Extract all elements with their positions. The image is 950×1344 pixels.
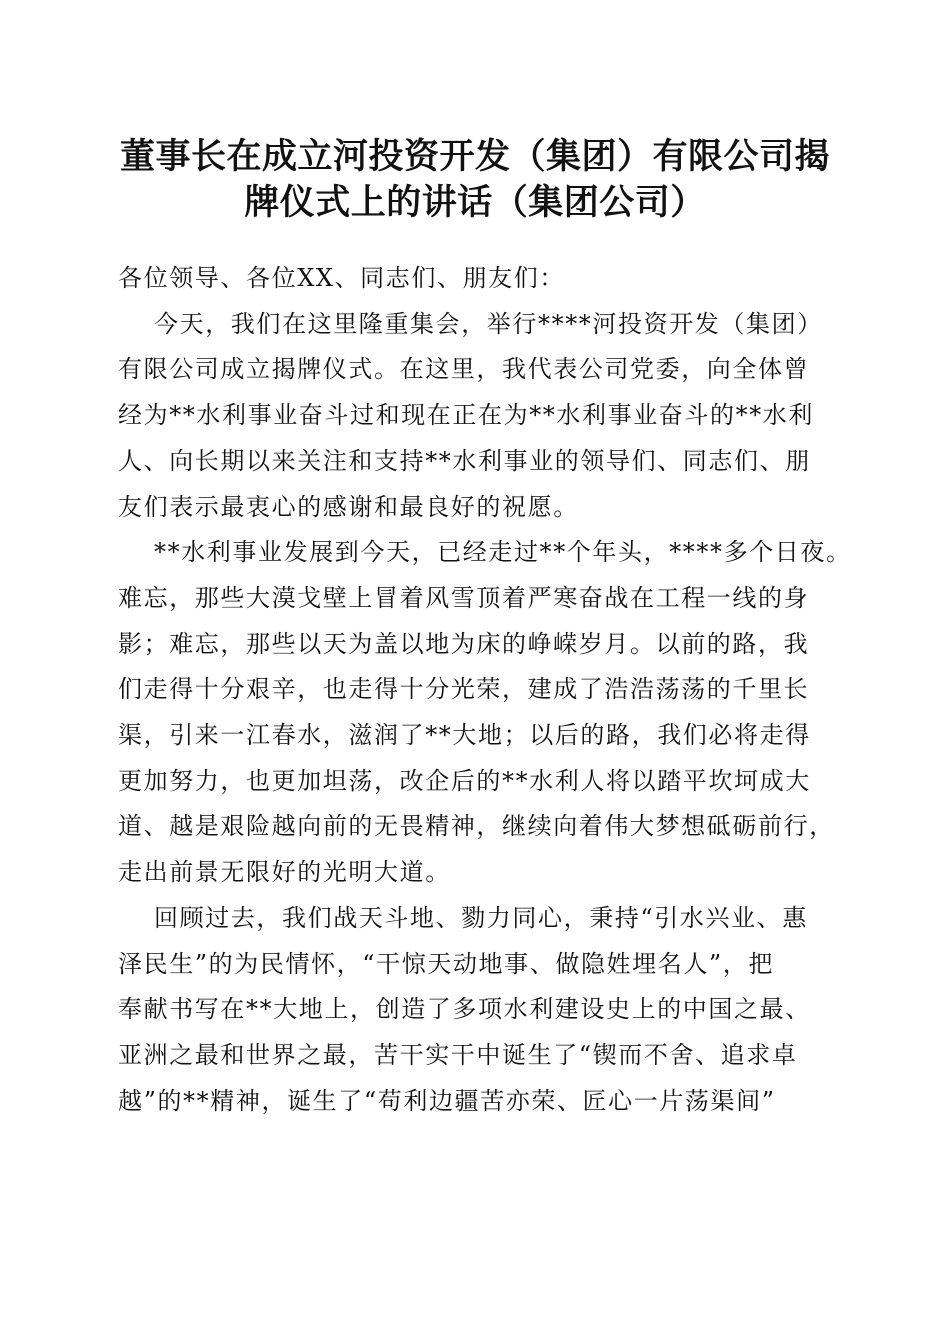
paragraph-line: 泽民生”的为民情怀，“干惊天动地事、做隐姓埋名人”，把 (118, 949, 775, 978)
paragraph-line: 有限公司成立揭牌仪式。在这里，我代表公司党委，向全体曾 (118, 355, 810, 384)
paragraph-line: 友们表示最衷心的感谢和最良好的祝愿。 (118, 492, 579, 521)
paragraph-1 (118, 302, 858, 531)
paragraph-line: 越”的**精神，诞生了“苟利边疆苦亦荣、匠心一片荡渠间” (118, 1086, 776, 1115)
paragraph-line: 更加努力，也更加坦荡，改企后的**水利人将以踏平坎坷成大 (118, 766, 811, 795)
title-line-1: 董事长在成立河投资开发（集团）有限公司揭 (119, 136, 830, 177)
paragraph-line: 影；难忘，那些以天为盖以地为床的峥嵘岁月。以前的路，我 (118, 629, 810, 658)
paragraph-line: **水利事业发展到今天，已经走过**个年头，****多个日夜。 (154, 538, 852, 567)
paragraph-3 (118, 896, 858, 1125)
paragraph-line: 亚洲之最和世界之最，苦干实干中诞生了“锲而不舍、追求卓 (118, 1040, 798, 1069)
paragraph-line: 道、越是艰险越向前的无畏精神，继续向着伟大梦想砥砺前行， (118, 812, 835, 841)
document-title (100, 134, 850, 226)
paragraph-line: 人、向长期以来关注和支持**水利事业的领导们、同志们、朋 (118, 446, 811, 475)
paragraph-line: 难忘，那些大漠戈壁上冒着风雪顶着严寒奋战在工程一线的身 (118, 583, 810, 612)
salutation (118, 256, 858, 302)
salutation-line: 各位领导、各位XX、同志们、朋友们： (118, 264, 565, 292)
paragraph-2 (118, 530, 858, 896)
document-body (118, 256, 858, 1124)
paragraph-line: 渠，引来一江春水，滋润了**大地；以后的路，我们必将走得 (118, 721, 811, 750)
paragraph-line: 回顾过去，我们战天斗地、勠力同心，秉持“引水兴业、惠 (154, 903, 808, 932)
paragraph-line: 奉献书写在**大地上，创造了多项水利建设史上的中国之最、 (118, 995, 811, 1024)
paragraph-line: 们走得十分艰辛，也走得十分光荣，建成了浩浩荡荡的千里长 (118, 675, 810, 704)
paragraph-line: 走出前景无限好的光明大道。 (118, 858, 451, 887)
paragraph-line: 经为**水利事业奋斗过和现在正在为**水利事业奋斗的**水利 (118, 401, 814, 430)
title-line-2: 牌仪式上的讲话（集团公司） (244, 182, 706, 223)
paragraph-line: 今天，我们在这里隆重集会，举行****河投资开发（集团） (154, 309, 823, 338)
